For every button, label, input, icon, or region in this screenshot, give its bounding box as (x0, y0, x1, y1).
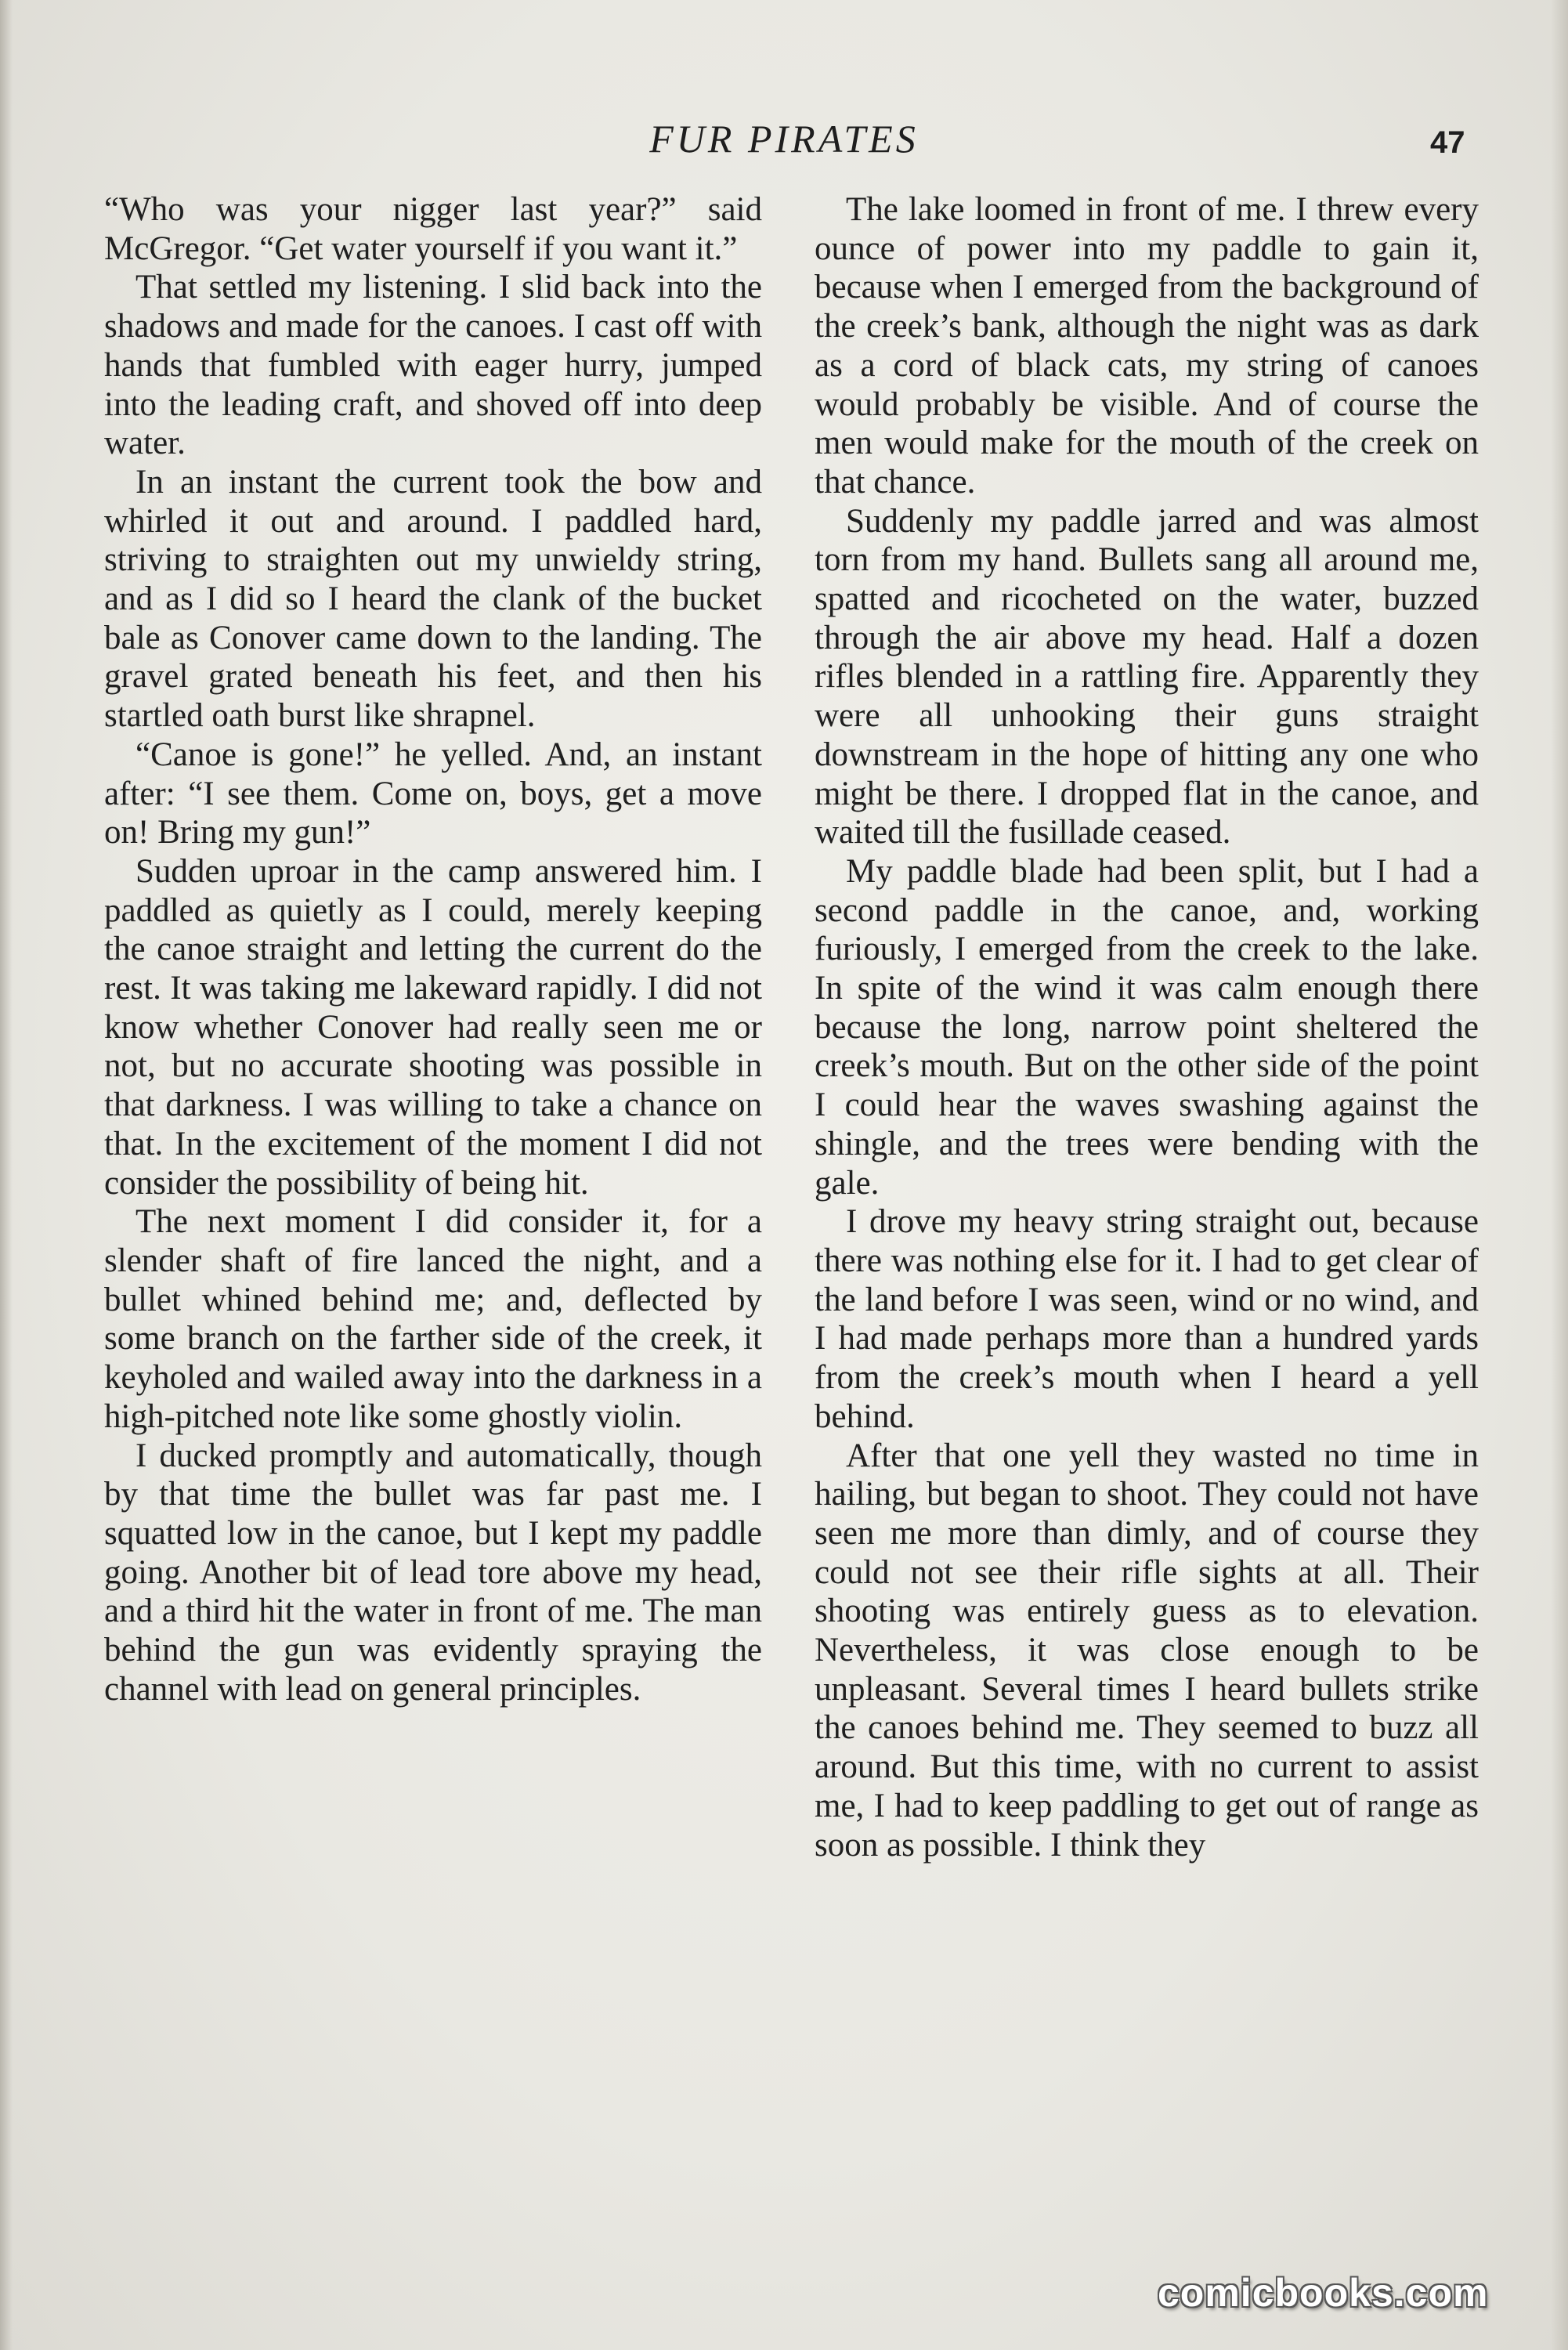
paragraph: In an instant the current took the bow and whirled it out and around. I paddled hard, striving to straighten out my unwieldy string, and as I did so I heard the clank of the bucket bale as Conover came down to the landing. The gravel grated beneath his feet, and then his startled oath burst like shrapnel. (104, 463, 762, 735)
paragraph: After that one yell they wasted no time in hailing, but began to shoot. They could not have seen me more than dimly, and of course they could not see their rifle sights at all. Their shooting was entirely guess as to elevation. Nevertheless, it was close enough to be unpleasant. Several times I heard bullets strike the canoes behind me. They seemed to buzz all around. But this time, with no current to assist me, I had to keep paddling to get out of range as soon as possible. I think they (815, 1437, 1479, 1864)
paragraph: The lake loomed in front of me. I threw every ounce of power into my paddle to gain it, because when I emerged from the background of the creek’s bank, although the night was as dark as a cord of black cats, my string of canoes would probably be visible. And of course the men would make for the mouth of the creek on that chance. (815, 191, 1479, 501)
page-edge-shadow-right (1551, 0, 1568, 2350)
left-text-column (104, 190, 762, 1708)
paragraph: I drove my heavy string straight out, because there was nothing else for it. I had to get clear of the land before I was seen, wind or no wind, and I had made perhaps more than a hundred yards from the creek’s mouth when I heard a yell behind. (815, 1203, 1479, 1435)
paragraph: “Canoe is gone!” he yelled. And, an instant after: “I see them. Come on, boys, get a move on! Bring my gun!” (104, 736, 762, 851)
paragraph: “Who was your nigger last year?” said McGregor. “Get water yourself if you want it.” (104, 191, 762, 267)
site-watermark: comicbooks.com (1158, 2271, 1489, 2315)
paragraph: Sudden uproar in the camp answered him. I paddled as quietly as I could, merely keeping the canoe straight and letting the current do the rest. It was taking me lakeward rapidly. I did not know whether Conover had really seen me or not, but no accurate shooting was possible in that darkness. I was willing to take a chance on that. In the excitement of the moment I did not consider the possibility of being hit. (104, 852, 762, 1202)
paragraph: My paddle blade had been split, but I had a second paddle in the canoe, and, working furiously, I emerged from the creek to the lake. In spite of the wind it was calm enough there because the long, narrow point sheltered the creek’s mouth. But on the other side of the point I could hear the waves swashing against the shingle, and the trees were bending with the gale. (815, 852, 1479, 1202)
running-title: FUR PIRATES (649, 117, 919, 161)
paragraph: Suddenly my paddle jarred and was almost torn from my hand. Bullets sang all around me, spatted and ricocheted on the water, buzzed through the air above my head. Half a dozen rifles blended in a rattling fire. Apparently they were all unhooking their guns straight downstream in the hope of hitting any one who might be there. I dropped flat in the canoe, and waited till the fusillade ceased. (815, 502, 1479, 851)
paragraph: That settled my listening. I slid back into the shadows and made for the canoes. I cast off with hands that fumbled with eager hurry, jumped into the leading craft, and shoved off into deep water. (104, 269, 762, 462)
paragraph: I ducked promptly and automatically, though by that time the bullet was far past me. I squatted low in the canoe, but I kept my paddle going. Another bit of lead tore above my head, and a third hit the water in front of me. The man behind the gun was evidently spraying the channel with lead on general principles. (104, 1437, 762, 1708)
page-number: 47 (1430, 125, 1465, 160)
paragraph: The next moment I did consider it, for a slender shaft of fire lanced the night, and a bullet whined behind me; and, deflected by some branch on the farther side of the creek, it keyholed and wailed away into the darkness in a high-pitched note like some ghostly violin. (104, 1203, 762, 1435)
right-text-column (815, 190, 1479, 1864)
page-edge-shadow-left (0, 0, 13, 2350)
